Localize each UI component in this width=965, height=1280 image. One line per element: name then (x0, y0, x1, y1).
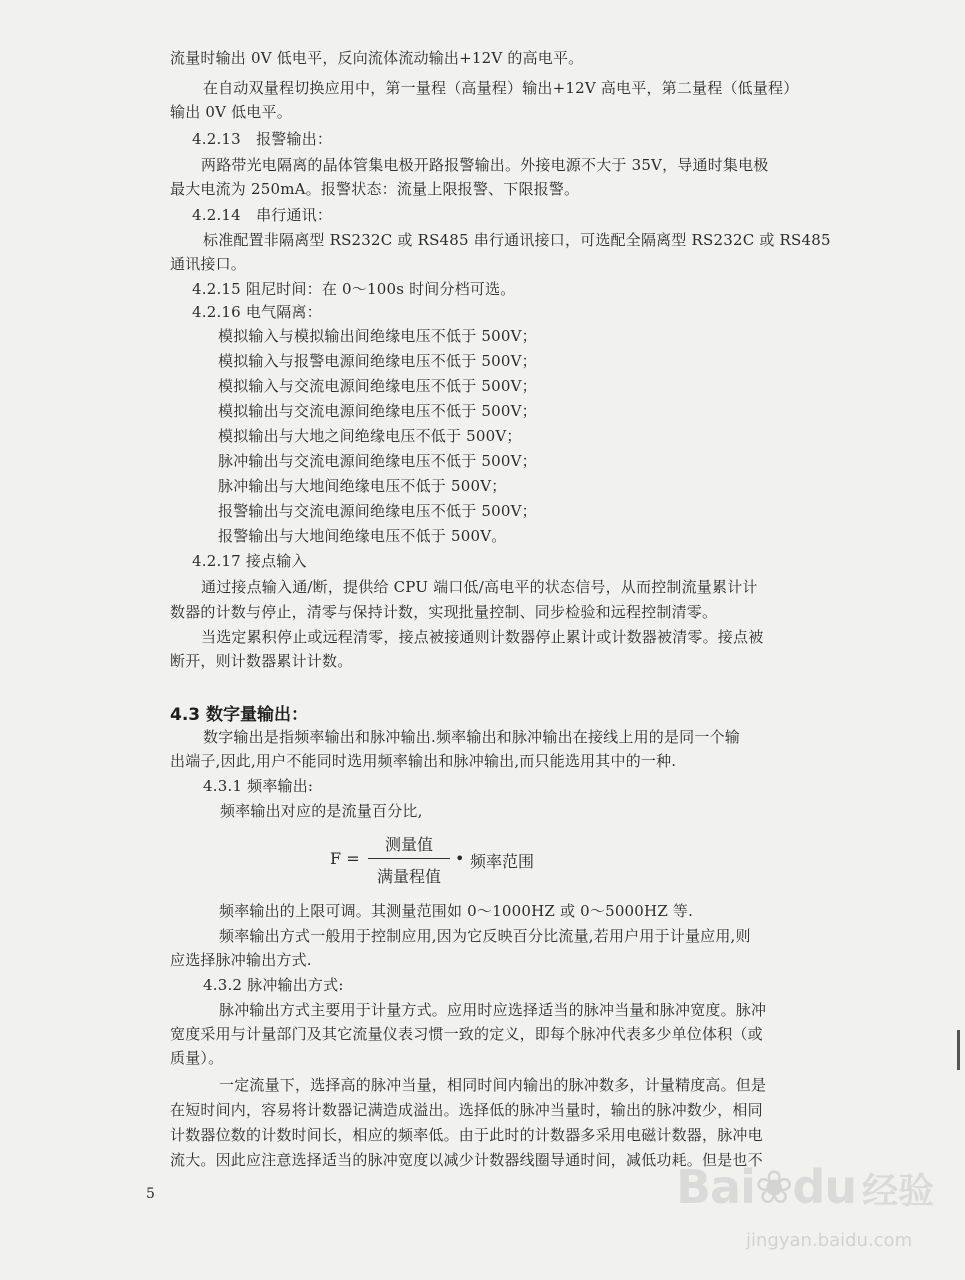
chapter-heading: 4.3 数字量输出： (170, 705, 309, 725)
text-line: 最大电流为 250mA。报警状态：流量上限报警、下限报警。 (170, 180, 580, 198)
section-heading: 4.2.17 接点输入 (192, 552, 307, 570)
text-line: 通过接点输入通/断，提供给 CPU 端口低/高电平的状态信号，从而控制流量累计计 (201, 578, 758, 596)
text-line: 频率输出的上限可调。其测量范围如 0～1000HZ 或 0～5000HZ 等. (219, 902, 694, 920)
scan-edge-mark (957, 1030, 960, 1070)
watermark-url: jingyan.baidu.com (746, 1230, 913, 1251)
text-line: 出端子,因此,用户不能同时选用频率输出和脉冲输出,而只能选用其中的一种. (170, 752, 677, 770)
formula-denominator: 满量程值 (376, 867, 441, 886)
formula-numerator: 测量值 (384, 835, 433, 854)
paw-icon: ❀ (754, 1160, 793, 1214)
text-line: 数器的计数与停止，清零与保持计数，实现批量控制、同步检验和远程控制清零。 (170, 603, 718, 621)
text-line: 频率输出方式一般用于控制应用,因为它反映百分比流量,若用户用于计量应用,则 (219, 927, 751, 945)
text-line: 一定流量下，选择高的脉冲当量，相同时间内输出的脉冲数多，计量精度高。但是 (219, 1076, 767, 1094)
isolation-item: 模拟输出与大地之间绝缘电压不低于 500V； (218, 427, 522, 445)
text-line: 数字输出是指频率输出和脉冲输出.频率输出和脉冲输出在接线上用的是同一个输 (203, 728, 740, 746)
text-line: 标准配置非隔离型 RS232C 或 RS485 串行通讯接口，可选配全隔离型 RS232C 或 RS485 (203, 231, 831, 249)
text-line: 在自动双量程切换应用中，第一量程（高量程）输出+12V 高电平，第二量程（低量程） (203, 79, 799, 97)
fraction-bar (368, 858, 450, 859)
isolation-item: 模拟输入与报警电源间绝缘电压不低于 500V； (218, 352, 537, 370)
formula-lhs: F = (330, 849, 360, 868)
text-line: 质量）。 (170, 1049, 224, 1067)
section-heading: 4.2.14 串行通讯： (192, 206, 333, 224)
text-line: 两路带光电隔离的晶体管集电极开路报警输出。外接电源不大于 35V，导通时集电极 (201, 156, 769, 174)
multiply-dot: • (455, 849, 465, 868)
section-heading: 4.2.16 电气隔离： (192, 303, 322, 321)
text-line: 输出 0V 低电平。 (170, 103, 292, 121)
text-line: 频率输出对应的是流量百分比, (220, 802, 423, 820)
section-heading: 4.2.13 报警输出： (192, 130, 333, 148)
text-line: 流大。因此应注意选择适当的脉冲宽度以减少计数器线圈导通时间，减低功耗。但是也不 (170, 1151, 763, 1169)
text-line: 计数器位数的计数时间长，相应的频率低。由于此时的计数器多采用电磁计数器，脉冲电 (170, 1126, 763, 1144)
text-line: 流量时输出 0V 低电平，反向流体流动输出+12V 的高电平。 (170, 49, 584, 67)
isolation-item: 报警输出与大地间绝缘电压不低于 500V。 (218, 527, 507, 545)
text-line: 当选定累积停止或远程清零，接点被接通则计数器停止累计或计数器被清零。接点被 (201, 628, 764, 646)
section-heading: 4.3.2 脉冲输出方式: (203, 976, 344, 994)
formula-rhs: 频率范围 (470, 852, 535, 871)
watermark-logo: Bai❀du 经验 (676, 1160, 935, 1214)
isolation-item: 脉冲输出与大地间绝缘电压不低于 500V； (218, 477, 507, 495)
isolation-item: 模拟输出与交流电源间绝缘电压不低于 500V； (218, 402, 537, 420)
text-line: 在短时间内，容易将计数器记满造成溢出。选择低的脉冲当量时，输出的脉冲数少，相同 (170, 1101, 763, 1119)
section-heading: 4.2.15 阻尼时间：在 0～100s 时间分档可选。 (192, 280, 516, 298)
frequency-formula (330, 832, 570, 888)
text-line: 脉冲输出方式主要用于计量方式。应用时应选择适当的脉冲当量和脉冲宽度。脉冲 (219, 1001, 767, 1019)
isolation-item: 模拟输入与模拟输出间绝缘电压不低于 500V； (218, 327, 537, 345)
baidu-jingyan-watermark (676, 1160, 936, 1270)
text-line: 宽度采用与计量部门及其它流量仪表习惯一致的定义，即每个脉冲代表多少单位体积（或 (170, 1025, 763, 1043)
isolation-item: 报警输出与交流电源间绝缘电压不低于 500V； (218, 502, 537, 520)
text-line: 断开，则计数器累计计数。 (170, 652, 353, 670)
isolation-item: 脉冲输出与交流电源间绝缘电压不低于 500V； (218, 452, 537, 470)
text-line: 应选择脉冲输出方式. (170, 951, 312, 969)
text-line: 通讯接口。 (170, 255, 247, 273)
section-heading: 4.3.1 频率输出: (203, 777, 314, 795)
isolation-item: 模拟输入与交流电源间绝缘电压不低于 500V； (218, 377, 537, 395)
page-number: 5 (146, 1186, 155, 1202)
